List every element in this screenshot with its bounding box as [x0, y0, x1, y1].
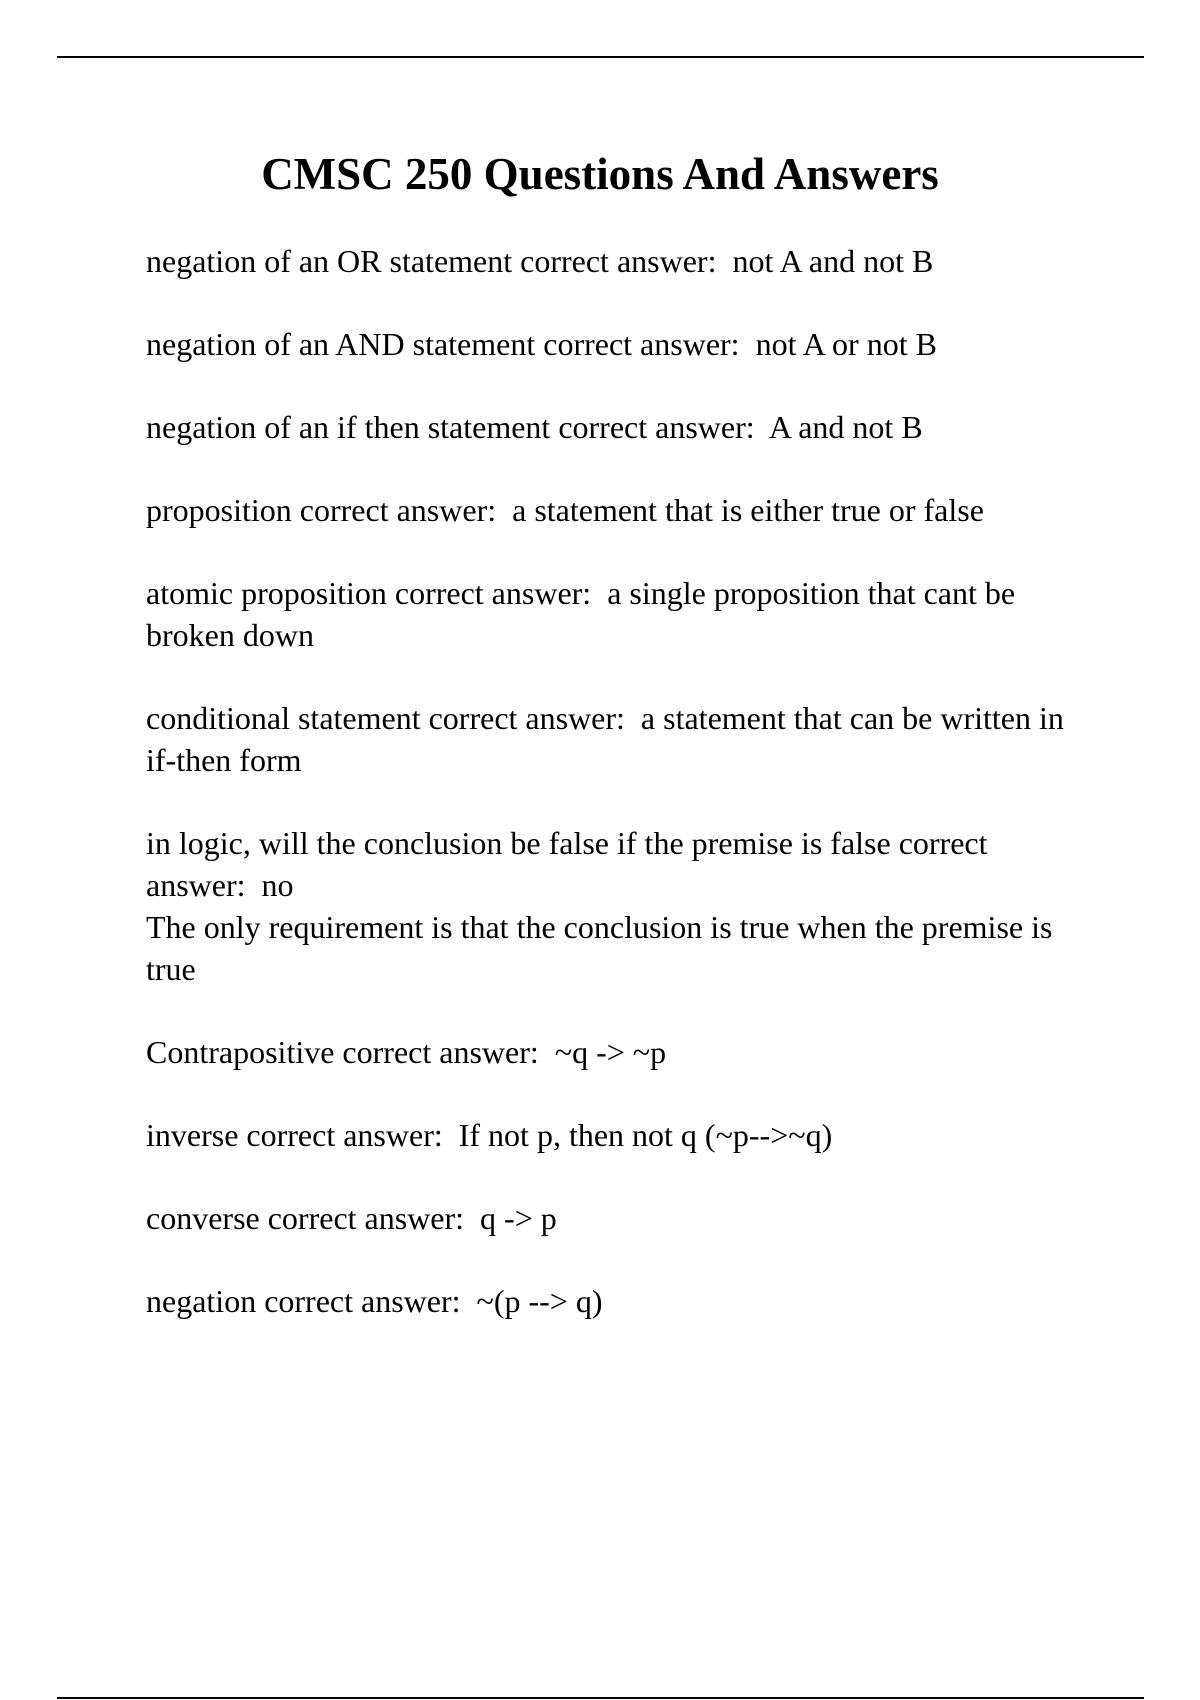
header-divider	[57, 56, 1144, 58]
answer-text: a single proposition that cant be broken down	[146, 575, 1016, 653]
answer-separator: :	[455, 1200, 481, 1236]
qa-item	[146, 1031, 1096, 1073]
answer-separator: :	[487, 492, 513, 528]
answer-separator: :	[707, 243, 733, 279]
question-text: conditional statement correct answer	[146, 700, 617, 736]
answer-separator: :	[745, 409, 769, 445]
answer-text: a statement that can be written in if-then form	[146, 700, 1064, 778]
qa-item	[146, 240, 1096, 282]
question-text: negation of an OR statement correct answer	[146, 243, 708, 279]
question-text: atomic proposition correct answer	[146, 575, 583, 611]
qa-item	[146, 697, 1096, 781]
answer-separator: :	[730, 326, 756, 362]
answer-text: A and not B	[768, 409, 923, 445]
question-text: Contrapositive correct answer	[146, 1034, 530, 1070]
qa-item	[146, 323, 1096, 365]
answer-text: ~q -> ~p	[554, 1034, 667, 1070]
qa-item	[146, 1197, 1096, 1239]
answer-separator: :	[433, 1117, 459, 1153]
qa-item	[146, 406, 1096, 448]
qa-item	[146, 1114, 1096, 1156]
answer-separator: :	[616, 700, 641, 736]
qa-item	[146, 489, 1096, 531]
answer-separator: :	[582, 575, 608, 611]
qa-item	[146, 1280, 1096, 1322]
answer-text: no	[261, 867, 294, 903]
question-text: negation of an AND statement correct answer	[146, 326, 731, 362]
question-text: converse correct answer	[146, 1200, 456, 1236]
question-text: negation correct answer	[146, 1283, 452, 1319]
qa-item	[146, 822, 1096, 990]
answer-text: If not p, then not q (~p-->~q)	[458, 1117, 833, 1153]
qa-list	[146, 240, 1096, 1363]
answer-separator: :	[529, 1034, 555, 1070]
question-text: in logic, will the conclusion be false if the premise is false correct answer	[146, 825, 988, 903]
answer-text: a statement that is either true or false	[512, 492, 984, 528]
question-text: proposition correct answer	[146, 492, 488, 528]
answer-separator: :	[236, 867, 262, 903]
answer-text: ~(p --> q)	[476, 1283, 603, 1319]
page-title: CMSC 250 Questions And Answers	[261, 149, 939, 199]
question-text: negation of an if then statement correct answer	[146, 409, 746, 445]
answer-text: not A or not B	[755, 326, 937, 362]
answer-separator: :	[451, 1283, 477, 1319]
answer-text: not A and not B	[732, 243, 934, 279]
footer-divider	[57, 1697, 1144, 1699]
answer-explanation: The only requirement is that the conclusion is true when the premise is true	[146, 909, 1053, 987]
question-text: inverse correct answer	[146, 1117, 434, 1153]
qa-item	[146, 572, 1096, 656]
answer-text: q -> p	[480, 1200, 557, 1236]
